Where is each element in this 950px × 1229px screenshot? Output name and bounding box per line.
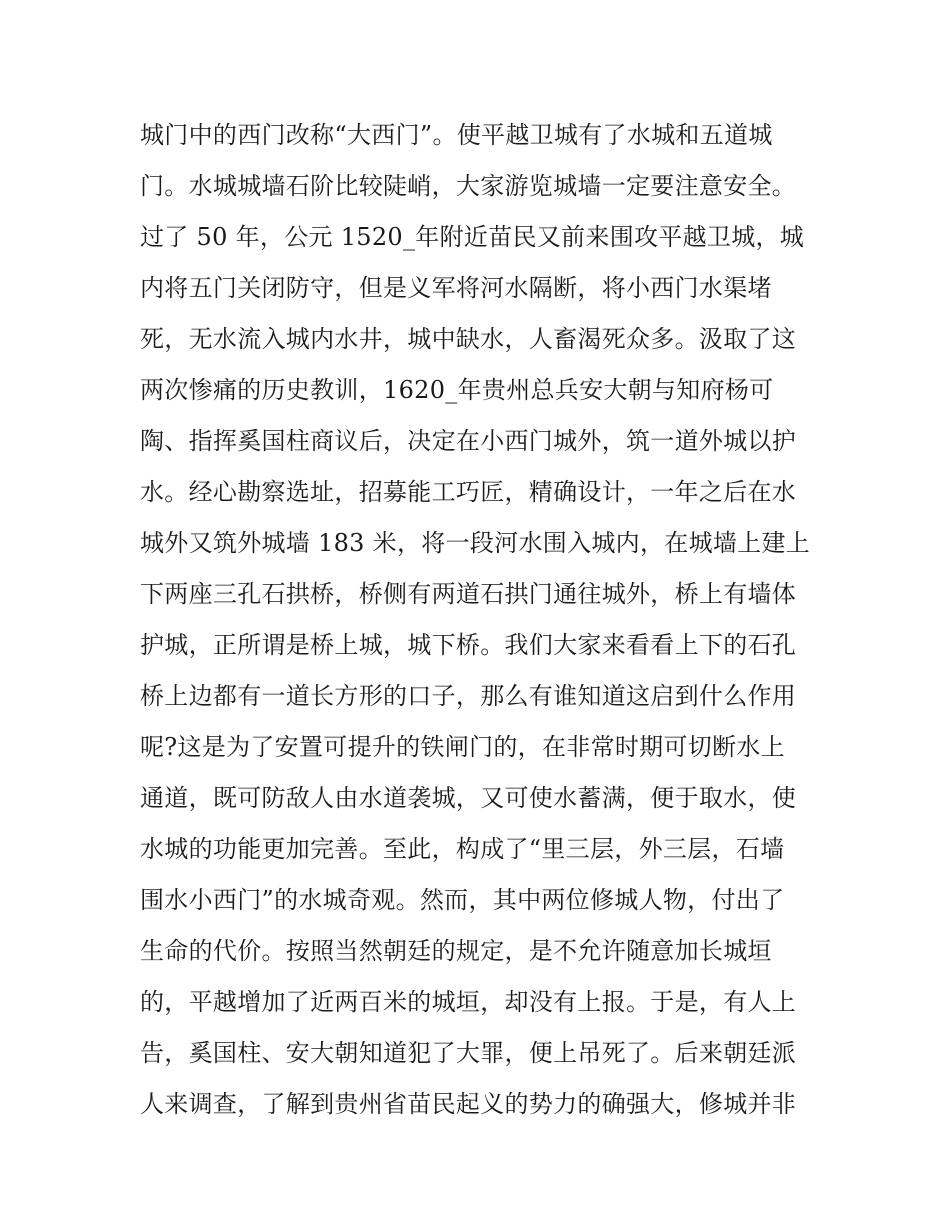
text-line: 围水小西门”的水城奇观。然而，其中两位修城人物，付出了 xyxy=(140,886,785,914)
text-line: 的，平越增加了近两百米的城垣，却没有上报。于是，有人上 xyxy=(140,988,797,1016)
text-line: 城外又筑外城墙 183 米，将一段河水围入城内，在城墙上建上 xyxy=(140,529,811,557)
text-line: 两次惨痛的历史教训，1620_年贵州总兵安大朝与知府杨可 xyxy=(140,376,774,404)
text-line: 死，无水流入城内水井，城中缺水，人畜渴死众多。汲取了这 xyxy=(140,325,797,353)
text-line: 护城，正所谓是桥上城，城下桥。我们大家来看看上下的石孔 xyxy=(140,631,797,659)
text-line: 下两座三孔石拱桥，桥侧有两道石拱门通往城外，桥上有墙体 xyxy=(140,580,797,608)
text-line: 内将五门关闭防守，但是义军将河水隔断，将小西门水渠堵 xyxy=(140,274,772,302)
text-line: 生命的代价。按照当然朝廷的规定，是不允许随意加长城垣 xyxy=(140,937,772,965)
text-line: 水城的功能更加完善。至此，构成了“里三层，外三层，石墙 xyxy=(140,835,785,863)
text-line: 告，奚国柱、安大朝知道犯了大罪，便上吊死了。后来朝廷派 xyxy=(140,1039,797,1067)
text-line: 通道，既可防敌人由水道袭城，又可使水蓄满，便于取水，使 xyxy=(140,784,797,812)
text-line: 桥上边都有一道长方形的口子，那么有谁知道这启到什么作用 xyxy=(140,682,797,710)
text-line: 水。经心勘察选址，招募能工巧匠，精确设计，一年之后在水 xyxy=(140,478,797,506)
text-line: 呢?这是为了安置可提升的铁闸门的，在非常时期可切断水上 xyxy=(140,733,785,761)
text-line: 城门中的西门改称“大西门”。使平越卫城有了水城和五道城 xyxy=(140,121,773,149)
text-line: 陶、指挥奚国柱商议后，决定在小西门城外，筑一道外城以护 xyxy=(140,427,797,455)
text-line: 过了 50 年，公元 1520_年附近苗民又前来围攻平越卫城，城 xyxy=(140,223,805,251)
text-line: 门。水城城墙石阶比较陡峭，大家游览城墙一定要注意安全。 xyxy=(140,172,797,200)
body-text xyxy=(140,110,820,1130)
text-line: 人来调查，了解到贵州省苗民起义的势力的确强大，修城并非 xyxy=(140,1090,797,1118)
